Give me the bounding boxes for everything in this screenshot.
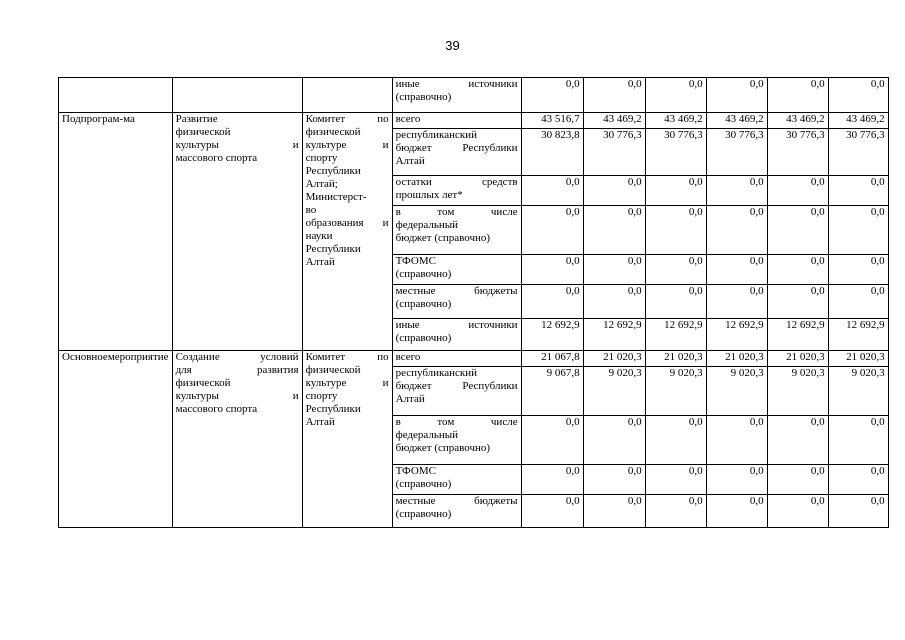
source-cell [392, 113, 521, 129]
value-cell: 0,0 [767, 78, 828, 113]
source-cell [392, 367, 521, 416]
value-cell: 0,0 [645, 465, 706, 495]
value-cell: 21 020,3 [828, 351, 888, 367]
source-cell [392, 78, 521, 113]
table-body [59, 78, 889, 528]
name-cell-line: массового спорта [175, 152, 258, 164]
executor-cell [302, 351, 392, 528]
value-cell: 0,0 [583, 495, 645, 528]
source-cell-line: остатки средств [395, 176, 518, 188]
value-cell: 0,0 [706, 206, 767, 255]
source-cell [392, 319, 521, 351]
value-cell: 0,0 [828, 255, 888, 285]
value-cell: 43 469,2 [767, 113, 828, 129]
source-cell [392, 206, 521, 255]
executor-cell-line: спорту [305, 152, 338, 164]
source-cell [392, 416, 521, 465]
value-cell: 0,0 [706, 78, 767, 113]
value-cell: 30 823,8 [521, 129, 583, 176]
value-cell: 12 692,9 [521, 319, 583, 351]
value-cell: 0,0 [521, 255, 583, 285]
source-cell-line: (справочно) [395, 508, 452, 520]
page-number: 39 [445, 38, 460, 53]
source-cell [392, 255, 521, 285]
source-cell-line: ТФОМС [395, 465, 436, 477]
source-cell [392, 129, 521, 176]
name-cell [172, 78, 302, 113]
value-cell: 0,0 [706, 465, 767, 495]
value-cell: 0,0 [767, 206, 828, 255]
name-cell-line: Создание условий [175, 351, 299, 363]
executor-cell-line: Республики [305, 165, 361, 177]
name-cell [172, 351, 302, 528]
category-cell-line: Подпрограм- [62, 113, 124, 125]
value-cell: 30 776,3 [767, 129, 828, 176]
executor-cell-line: культуре и [305, 377, 389, 389]
value-cell: 43 469,2 [706, 113, 767, 129]
source-cell-line: в том числе [395, 416, 518, 428]
value-cell: 43 469,2 [583, 113, 645, 129]
value-cell: 0,0 [583, 255, 645, 285]
value-cell: 12 692,9 [706, 319, 767, 351]
executor-cell-line: во [305, 204, 317, 216]
value-cell: 0,0 [645, 255, 706, 285]
name-cell-line: для развития [175, 364, 299, 376]
source-cell-line: (справочно) [395, 478, 452, 490]
name-cell-line: массового спорта [175, 403, 258, 415]
executor-cell [302, 78, 392, 113]
value-cell: 0,0 [767, 416, 828, 465]
executor-cell [302, 113, 392, 351]
executor-cell-line: Алтай [305, 256, 335, 268]
budget-table [58, 77, 889, 528]
value-cell: 12 692,9 [828, 319, 888, 351]
value-cell: 30 776,3 [706, 129, 767, 176]
value-cell: 0,0 [828, 78, 888, 113]
category-cell-line: мероприятие [107, 351, 169, 363]
value-cell: 0,0 [583, 78, 645, 113]
source-cell-line: Алтай [395, 155, 425, 167]
table-row [59, 351, 889, 367]
source-cell [392, 465, 521, 495]
value-cell: 12 692,9 [767, 319, 828, 351]
value-cell: 0,0 [521, 78, 583, 113]
source-cell-line: бюджет Республики [395, 380, 518, 392]
source-cell-line: (справочно) [395, 298, 452, 310]
name-cell [172, 113, 302, 351]
name-cell-line: физической [175, 377, 231, 389]
value-cell: 43 469,2 [828, 113, 888, 129]
name-cell-line: физической [175, 126, 231, 138]
executor-cell-line: Комитет по [305, 113, 389, 125]
value-cell: 43 469,2 [645, 113, 706, 129]
executor-cell-line: Алтай; [305, 178, 338, 190]
value-cell: 0,0 [828, 416, 888, 465]
category-cell [59, 351, 173, 528]
value-cell: 0,0 [706, 176, 767, 206]
value-cell: 0,0 [706, 416, 767, 465]
source-cell-line: всего [395, 113, 421, 125]
value-cell: 21 067,8 [521, 351, 583, 367]
source-cell-line: (справочно) [395, 91, 452, 103]
source-cell [392, 495, 521, 528]
source-cell-line: республиканский [395, 129, 478, 141]
source-cell-line: бюджет (справочно) [395, 232, 491, 244]
source-cell-line: в том числе [395, 206, 518, 218]
value-cell: 0,0 [645, 176, 706, 206]
value-cell: 0,0 [706, 255, 767, 285]
value-cell: 0,0 [706, 495, 767, 528]
executor-cell-line: науки [305, 230, 333, 242]
value-cell: 9 020,3 [767, 367, 828, 416]
value-cell: 0,0 [828, 495, 888, 528]
name-cell-line: Развитие [175, 113, 218, 125]
category-cell [59, 113, 173, 351]
value-cell: 0,0 [583, 465, 645, 495]
value-cell: 0,0 [767, 176, 828, 206]
value-cell: 9 020,3 [583, 367, 645, 416]
source-cell [392, 176, 521, 206]
source-cell-line: местные бюджеты [395, 495, 518, 507]
name-cell-line: культуры и [175, 390, 299, 402]
category-cell-line: ма [123, 113, 135, 125]
value-cell: 0,0 [521, 176, 583, 206]
value-cell: 0,0 [645, 285, 706, 319]
source-cell-line: местные бюджеты [395, 285, 518, 297]
value-cell: 0,0 [583, 285, 645, 319]
source-cell-line: прошлых лет* [395, 189, 463, 201]
value-cell: 9 020,3 [706, 367, 767, 416]
value-cell: 21 020,3 [645, 351, 706, 367]
value-cell: 0,0 [583, 416, 645, 465]
value-cell: 0,0 [645, 495, 706, 528]
value-cell: 0,0 [521, 465, 583, 495]
executor-cell-line: образования и [305, 217, 389, 229]
table-row [59, 113, 889, 129]
value-cell: 0,0 [583, 206, 645, 255]
source-cell-line: бюджет (справочно) [395, 442, 491, 454]
category-cell [59, 78, 173, 113]
executor-cell-line: физической [305, 364, 361, 376]
value-cell: 0,0 [828, 465, 888, 495]
value-cell: 0,0 [645, 416, 706, 465]
source-cell-line: иные источники [395, 78, 518, 90]
value-cell: 0,0 [767, 285, 828, 319]
value-cell: 9 067,8 [521, 367, 583, 416]
executor-cell-line: Республики [305, 403, 361, 415]
value-cell: 0,0 [828, 176, 888, 206]
value-cell: 0,0 [828, 285, 888, 319]
category-cell-line: Основное [62, 351, 108, 363]
source-cell-line: (справочно) [395, 332, 452, 344]
source-cell-line: республиканский [395, 367, 478, 379]
executor-cell-line: физической [305, 126, 361, 138]
source-cell-line: бюджет Республики [395, 142, 518, 154]
executor-cell-line: Республики [305, 243, 361, 255]
value-cell: 0,0 [767, 495, 828, 528]
value-cell: 21 020,3 [583, 351, 645, 367]
value-cell: 0,0 [521, 285, 583, 319]
executor-cell-line: Министерст- [305, 191, 367, 203]
value-cell: 0,0 [645, 78, 706, 113]
value-cell: 9 020,3 [828, 367, 888, 416]
executor-cell-line: Комитет по [305, 351, 389, 363]
executor-cell-line: культуре и [305, 139, 389, 151]
table-row [59, 78, 889, 113]
executor-cell-line: Алтай [305, 416, 335, 428]
executor-cell-line: спорту [305, 390, 338, 402]
value-cell: 0,0 [521, 495, 583, 528]
value-cell: 0,0 [706, 285, 767, 319]
value-cell: 0,0 [583, 176, 645, 206]
source-cell-line: всего [395, 351, 421, 363]
source-cell-line: иные источники [395, 319, 518, 331]
value-cell: 0,0 [521, 206, 583, 255]
value-cell: 12 692,9 [645, 319, 706, 351]
value-cell: 0,0 [767, 255, 828, 285]
value-cell: 0,0 [828, 206, 888, 255]
value-cell: 0,0 [645, 206, 706, 255]
name-cell-line: культуры и [175, 139, 299, 151]
value-cell: 43 516,7 [521, 113, 583, 129]
source-cell [392, 285, 521, 319]
value-cell: 30 776,3 [583, 129, 645, 176]
value-cell: 12 692,9 [583, 319, 645, 351]
value-cell: 0,0 [521, 416, 583, 465]
source-cell-line: (справочно) [395, 268, 452, 280]
value-cell: 0,0 [767, 465, 828, 495]
value-cell: 21 020,3 [706, 351, 767, 367]
value-cell: 9 020,3 [645, 367, 706, 416]
value-cell: 30 776,3 [828, 129, 888, 176]
value-cell: 21 020,3 [767, 351, 828, 367]
source-cell-line: федеральный [395, 219, 459, 231]
source-cell [392, 351, 521, 367]
source-cell-line: Алтай [395, 393, 425, 405]
value-cell: 30 776,3 [645, 129, 706, 176]
source-cell-line: ТФОМС [395, 255, 436, 267]
source-cell-line: федеральный [395, 429, 459, 441]
